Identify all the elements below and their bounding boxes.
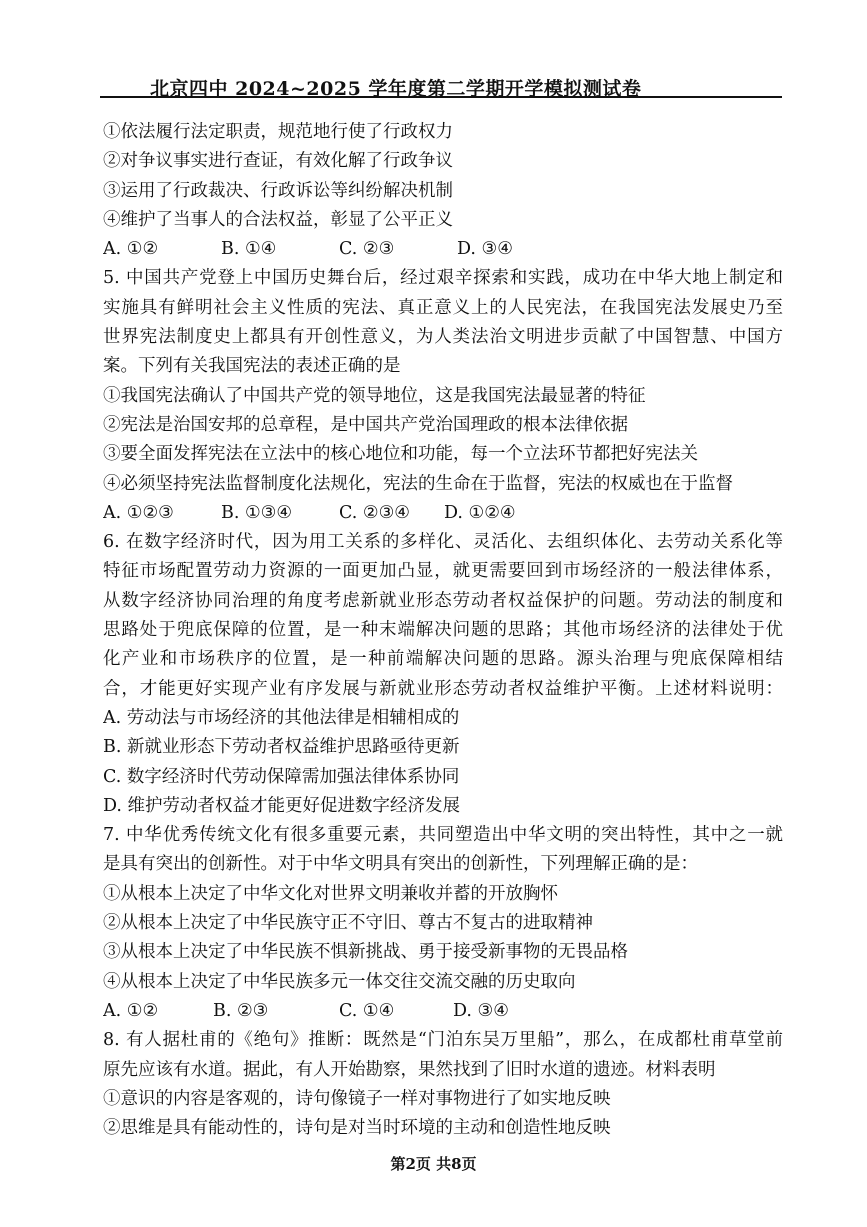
q4-option-a[interactable]: A. ①② [103, 239, 159, 260]
q8-stem-line-2: 原先应该有水道。据此，有人开始勘察，果然找到了旧时水道的遗迹。材料表明 [103, 1059, 716, 1080]
q5-item-3: ③要全面发挥宪法在立法中的核心地位和功能，每一个立法环节都把好宪法关 [103, 444, 698, 465]
q5-stem-line-4: 案。下列有关我国宪法的表述正确的是 [103, 356, 401, 377]
q7-option-a[interactable]: A. ①② [103, 1000, 159, 1021]
q7-option-c[interactable]: C. ①④ [339, 1000, 395, 1021]
q6-option-b[interactable]: B. 新就业形态下劳动者权益维护思路亟待更新 [103, 737, 460, 758]
q5-options [103, 499, 783, 528]
page-footer: 第2页 共8页 [390, 1155, 477, 1173]
page-header: 北京四中 2024~2025 学年度第二学期开学模拟测试卷 [150, 78, 642, 100]
q5-stem-line-3: 世界宪法制度史上都具有开创性意义，为人类法治文明进步贡献了中国智慧、中国方 [103, 327, 783, 348]
q6-stem-line-6: 合，才能更好实现产业有序发展与新就业形态劳动者权益维护平衡。上述材料说明： [103, 678, 783, 699]
question-8 [103, 1026, 783, 1143]
q4-item-3: ③运用了行政裁决、行政诉讼等纠纷解决机制 [103, 180, 453, 201]
q6-stem-line-5: 化产业和市场秩序的位置，是一种前端解决问题的思路。源头治理与兜底保障相结 [103, 649, 783, 670]
q7-item-2: ②从根本上决定了中华民族守正不守旧、尊古不复古的进取精神 [103, 913, 593, 934]
q5-item-1: ①我国宪法确认了中国共产党的领导地位，这是我国宪法最显著的特征 [103, 385, 646, 406]
q5-option-b[interactable]: B. ①③④ [221, 502, 293, 523]
q6-stem-line-4: 思路处于兜底保障的位置，是一种末端解决问题的思路；其他市场经济的法律处于优 [103, 620, 783, 641]
q5-option-d[interactable]: D. ①②④ [444, 502, 516, 523]
q5-option-c[interactable]: C. ②③④ [339, 502, 410, 523]
q5-item-2: ②宪法是治国安邦的总章程，是中国共产党治国理政的根本法律依据 [103, 414, 628, 435]
q5-stem-line-1: 5. 中国共产党登上中国历史舞台后，经过艰辛探索和实践，成功在中华大地上制定和 [103, 268, 783, 289]
q5-item-4: ④必须坚持宪法监督制度化法规化，宪法的生命在于监督，宪法的权威也在于监督 [103, 473, 733, 494]
q7-item-1: ①从根本上决定了中华文化对世界文明兼收并蓄的开放胸怀 [103, 883, 558, 904]
question-5 [103, 264, 783, 528]
q4-item-1: ①依法履行法定职责，规范地行使了行政权力 [103, 122, 453, 142]
q7-option-b[interactable]: B. ②③ [213, 1000, 269, 1021]
q4-item-2: ②对争议事实进行查证，有效化解了行政争议 [103, 151, 453, 172]
q4-options [103, 235, 783, 264]
q4-option-d[interactable]: D. ③④ [457, 239, 513, 260]
q6-stem-line-1: 6. 在数字经济时代，因为用工关系的多样化、灵活化、去组织体化、去劳动关系化等 [103, 532, 783, 553]
q6-stem-line-3: 从数字经济协同治理的角度考虑新就业形态劳动者权益保护的问题。劳动法的制度和 [103, 590, 783, 611]
q7-option-d[interactable]: D. ③④ [453, 1000, 509, 1021]
question-7 [103, 821, 783, 1026]
question-4-items [103, 118, 783, 264]
q7-stem-line-1: 7. 中华优秀传统文化有很多重要元素，共同塑造出中华文明的突出特性，其中之一就 [103, 825, 783, 846]
q4-option-c[interactable]: C. ②③ [339, 239, 395, 260]
q5-option-a[interactable]: A. ①②③ [103, 502, 174, 523]
q7-item-3: ③从根本上决定了中华民族不惧新挑战、勇于接受新事物的无畏品格 [103, 942, 628, 963]
q8-item-1: ①意识的内容是客观的，诗句像镜子一样对事物进行了如实地反映 [103, 1088, 611, 1109]
q6-option-a[interactable]: A. 劳动法与市场经济的其他法律是相辅相成的 [103, 707, 460, 728]
q5-stem-line-2: 实施具有鲜明社会主义性质的宪法、真正意义上的人民宪法，在我国宪法发展史乃至 [103, 297, 783, 318]
exam-content [103, 118, 783, 1143]
question-6 [103, 528, 783, 821]
q8-item-2: ②思维是具有能动性的，诗句是对当时环境的主动和创造性地反映 [103, 1118, 611, 1139]
q6-option-d[interactable]: D. 维护劳动者权益才能更好促进数字经济发展 [103, 795, 461, 816]
q6-stem-line-2: 特征市场配置劳动力资源的一面更加凸显，就更需要回到市场经济的一般法律体系， [103, 561, 783, 582]
q7-item-4: ④从根本上决定了中华民族多元一体交往交流交融的历史取向 [103, 971, 576, 992]
q6-option-c[interactable]: C. 数字经济时代劳动保障需加强法律体系协同 [103, 766, 460, 787]
q7-options [103, 997, 783, 1026]
q7-stem-line-2: 是具有突出的创新性。对于中华文明具有突出的创新性，下列理解正确的是： [103, 854, 698, 875]
q4-option-b[interactable]: B. ①④ [221, 239, 277, 260]
q4-item-4: ④维护了当事人的合法权益，彰显了公平正义 [103, 209, 453, 230]
q8-stem-line-1: 8. 有人据杜甫的《绝句》推断：既然是“门泊东吴万里船”，那么，在成都杜甫草堂前 [103, 1030, 783, 1051]
header-divider [100, 96, 782, 98]
